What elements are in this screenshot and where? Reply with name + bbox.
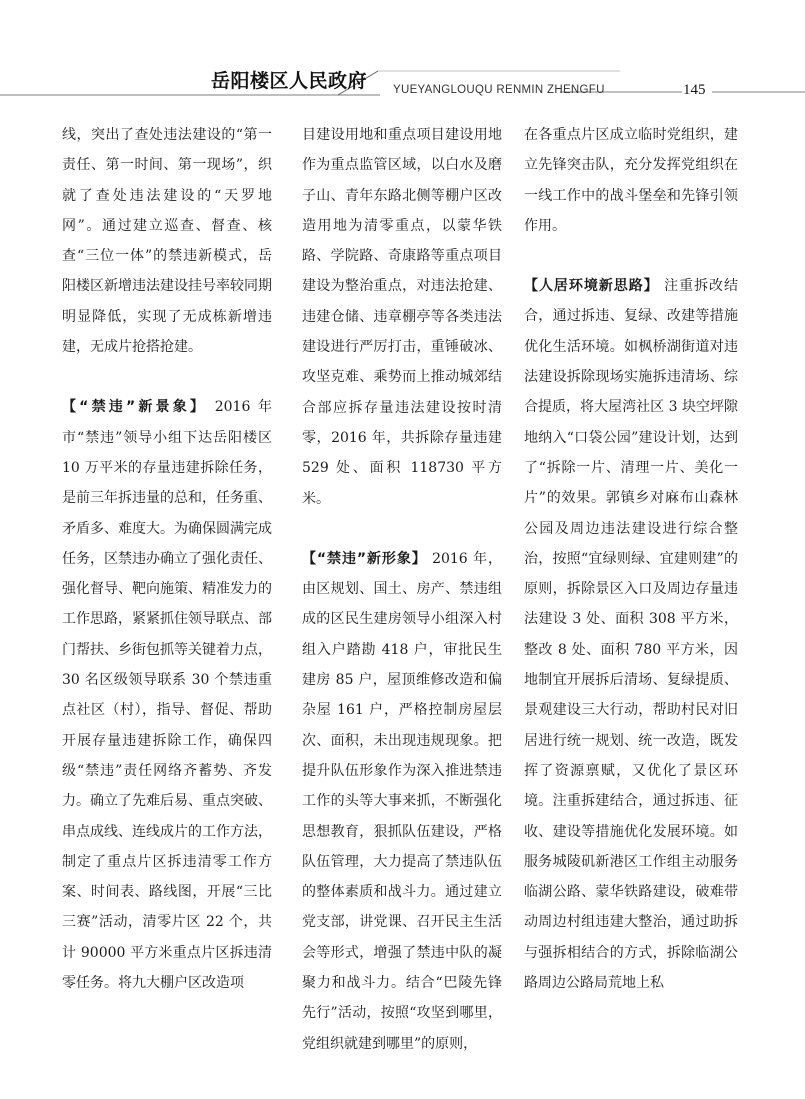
paragraph <box>524 120 738 241</box>
section-heading: 【人居环境新思路】 <box>524 278 659 295</box>
publication-subtitle: YUEYANGLOUQU RENMIN ZHENGFU <box>393 84 605 96</box>
paragraph-text: 在各重点片区成立临时党组织，建立先锋突击队，充分发挥党组织在一线工作中的战斗堡垒和先锋引领作用。 <box>524 127 738 234</box>
text-column-1 <box>62 120 272 998</box>
paragraph-text: 2016 年，由区规划、国土、房产、禁违组成的区民生建房领导小组深入村组入户踏勘 418 户，审批民生建房 85 户，屋顶维修改造和偏杂屋 161 户，严格控制房屋层次、面积，未出现违规现象。把提升队伍形象作为深入推进禁违工作的头等大事来抓，不断强化思想教育，狠抓队伍建设，严格队伍管理，大力提高了禁违队伍的整体素质和战斗力。通过建立党支部，讲党课、召开民主生活会等形式，增强了禁违中队的凝聚力和战斗力。结合“巴陵先锋先行”活动，按照“攻坚到哪里，党组织就建到哪里”的原则， <box>302 550 502 1052</box>
running-header <box>0 0 805 110</box>
paragraph-text: 目建设用地和重点项目建设用地作为重点监管区域，以白水及磨子山、青年东路北侧等棚户区改造用地为清零重点，以蒙华铁路、学院路、奇康路等重点项目建设为整治重点，对违法抢建、违建仓储、违章棚亭等各类违法建设进行严厉打击，重锤破冰、攻坚克难、乘势而上推动城郊结合部应拆存量违法建设按时清零，2016 年，共拆除存量违建 529 处、面积 118730 平方米。 <box>302 127 502 507</box>
paragraph-text: 线，突出了查处违法建设的“第一责任、第一时间、第一现场”，织就了查处违法建设的“天罗地网”。通过建立巡查、督查、核查“三位一体”的禁违新模式，岳阳楼区新增违法建设挂号率较同期明显降低，实现了无成栋新增违建，无成片抢搭抢建。 <box>62 127 272 356</box>
text-column-3 <box>524 120 738 998</box>
page-number: 145 <box>683 82 706 98</box>
section-heading: 【“禁违”新形象】 <box>302 550 427 567</box>
paragraph-text: 2016 年市“禁违”领导小组下达岳阳楼区 10 万平米的存量违建拆除任务，是前三年拆违量的总和，任务重、矛盾多、难度大。为确保圆满完成任务，区禁违办确立了强化责任、强化督导、靶向施策、精准发力的工作思路，紧紧抓住领导联点、部门帮扶、乡街包抓等关键着力点，30 名区级领导联系 30 个禁违重点社区（村），指导、督促、帮助开展存量违建拆除工作，确保四级“禁违”责任网络齐蓄势、齐发力。确立了先难后易、重点突破、串点成线、连线成片的工作方法，制定了重点片区拆违清零工作方案、时间表、路线图，开展“三比三赛”活动，清零片区 22 个，共计 90000 平方米重点片区拆违清零任务。将九大棚户区改造项 <box>62 399 272 992</box>
paragraph <box>302 120 502 514</box>
paragraph <box>524 271 738 998</box>
text-column-2 <box>302 120 502 1059</box>
paragraph <box>62 120 272 362</box>
paragraph <box>62 392 272 998</box>
publication-title: 岳阳楼区人民政府 <box>211 70 368 92</box>
section-heading: 【“禁违”新景象】 <box>62 399 208 416</box>
paragraph <box>302 544 502 1059</box>
paragraph-text: 注重拆改结合，通过拆违、复绿、改建等措施优化生活环境。如枫桥湖街道对违法建设拆除现场实施拆违清场、综合提质，将大屋湾社区 3 块空坪隙地纳入“口袋公园”建设计划，达到了“拆除一片、清理一片、美化一片”的效果。郭镇乡对麻布山森林公园及周边违法建设进行综合整治，按照“宜绿则绿、宜建则建”的原则，拆除景区入口及周边存量违法建设 3 处、面积 308 平方米，整改 8 处、面积 780 平方米，因地制宜开展拆后清场、复绿提质、景观建设三大行动，帮助村民对旧居进行统一规划、统一改造，既发挥了资源禀赋，又优化了景区环境。注重拆建结合，通过拆违、征收、建设等措施优化发展环境。如服务城陵矶新港区工作组主动服务临湖公路、蒙华铁路建设，破难带动周边村组违建大整治，通过助拆与强拆相结合的方式，拆除临湖公路周边公路局荒地上私 <box>524 278 739 992</box>
